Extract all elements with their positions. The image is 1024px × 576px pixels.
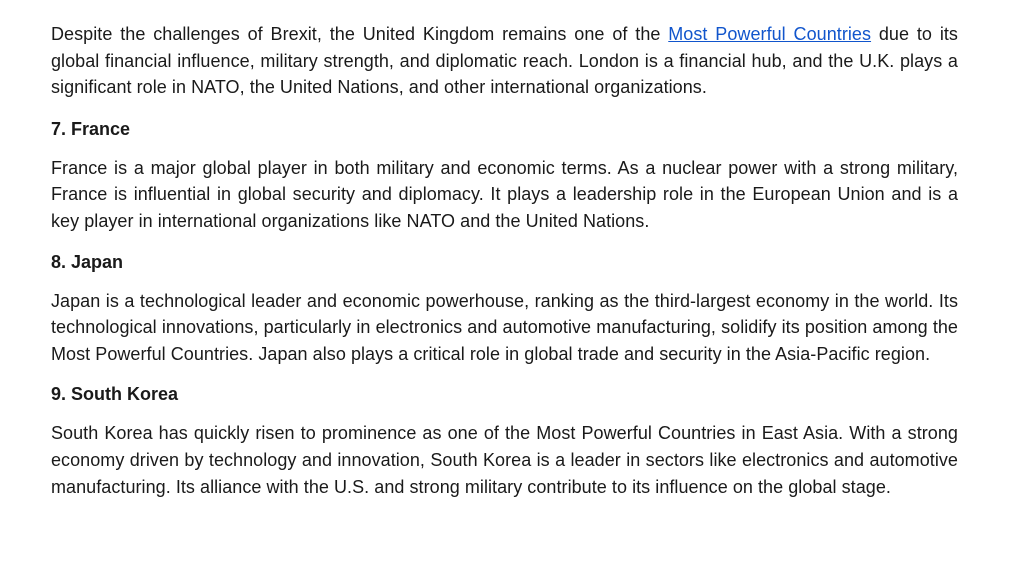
- intro-text-before: Despite the challenges of Brexit, the United Kingdom remains one of the: [51, 24, 669, 44]
- article-content: [51, 21, 958, 500]
- section-body-south-korea: South Korea has quickly risen to prominence as one of the Most Powerful Countries in East Asia. With a strong economy driven by technology and innovation, South Korea is a leader in sectors like electronics and automotive manufacturing. Its alliance with the U.S. and strong military contribute to its influence on the global stage.: [51, 423, 958, 497]
- section-heading-japan: 8. Japan: [51, 251, 124, 272]
- intro-paragraph: [51, 21, 958, 101]
- most-powerful-countries-link[interactable]: Most Powerful Countries: [668, 24, 872, 44]
- section-body-japan: Japan is a technological leader and economic powerhouse, ranking as the third-largest economy in the world. Its technological innovations, particularly in electronics and automotive manufacturing, solidify its position among the Most Powerful Countries. Japan also plays a critical role in global trade and security in the Asia-Pacific region.: [51, 290, 958, 364]
- intro-text-after: due to its global financial influence, military strength, and diplomatic reach. London is a financial hub, and the U.K. plays a significant role in NATO, the United Nations, and other international organizations.: [51, 24, 958, 98]
- section-heading-south-korea: 9. South Korea: [51, 384, 179, 405]
- section-heading-france: 7. France: [51, 118, 131, 139]
- section-body-france: France is a major global player in both military and economic terms. As a nuclear power with a strong military, France is influential in global security and diplomacy. It plays a leadership role in the European Union and is a key player in international organizations like NATO and the United Nations.: [51, 157, 958, 231]
